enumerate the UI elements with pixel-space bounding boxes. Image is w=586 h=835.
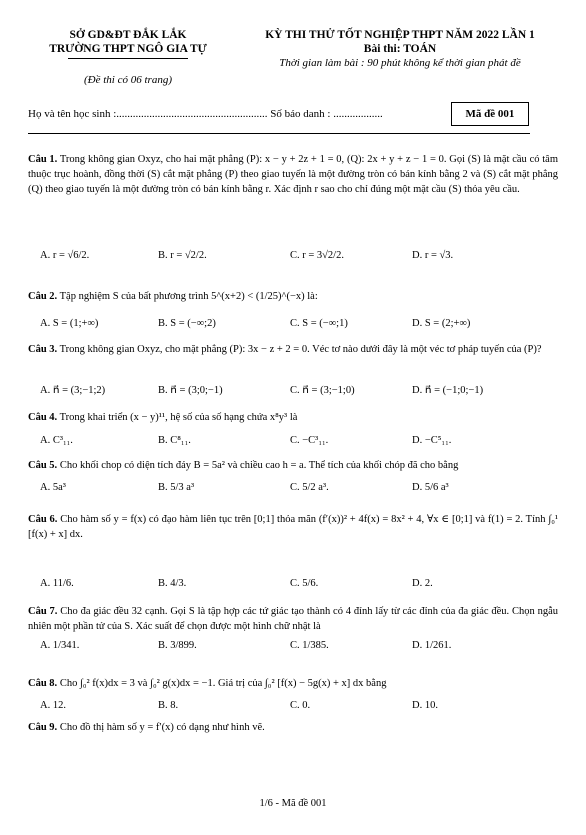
option-c[interactable]: C. S = (−∞;1): [290, 318, 348, 329]
options-5: [40, 482, 560, 500]
exam-code-box: Mã đề 001: [451, 102, 529, 126]
option-b[interactable]: B. 5/3 a³: [158, 482, 195, 493]
option-a[interactable]: A. 5a³: [40, 482, 66, 493]
option-b[interactable]: B. 8.: [158, 700, 179, 711]
question-text: Tập nghiệm S của bất phương trình 5^(x+2) < (1/25)^(−x) là:: [57, 291, 318, 302]
options-2: [40, 318, 560, 336]
question-label: Câu 3.: [28, 344, 58, 355]
question-label: Câu 9.: [28, 722, 58, 733]
option-a[interactable]: A. n⃗ = (3;−1;2): [40, 385, 106, 396]
option-d[interactable]: D. 2.: [412, 578, 433, 589]
option-c[interactable]: C. n⃗ = (3;−1;0): [290, 385, 355, 396]
department-name: SỞ GD&ĐT ĐẮK LẮK: [69, 29, 187, 41]
question-text: Cho khối chop có diện tích đáy B = 5a² và chiều cao h = a. Thể tích của khối chóp đã cho bằng: [57, 460, 459, 471]
pages-note: (Đề thi có 06 trang): [84, 74, 172, 86]
question-9: [28, 720, 558, 735]
time-note: Thời gian làm bài : 90 phút không kể thời gian phát đề: [279, 57, 521, 69]
page-footer: 1/6 - Mã đề 001: [259, 798, 327, 809]
option-b[interactable]: B. 4/3.: [158, 578, 187, 589]
option-a[interactable]: A. 1/341.: [40, 640, 80, 651]
question-text: Trong không gian Oxyz, cho mặt phẳng (P): 3x − z + 2 = 0. Véc tơ nào dưới đây là một véc tơ pháp tuyến của (P)?: [57, 344, 542, 355]
option-b[interactable]: B. n⃗ = (3;0;−1): [158, 385, 223, 396]
option-d[interactable]: D. r = √3.: [412, 250, 454, 261]
question-1: [28, 152, 558, 197]
options-6: [40, 578, 560, 596]
question-label: Câu 6.: [28, 514, 58, 525]
option-d[interactable]: D. −C⁵₁₁.: [412, 435, 452, 446]
question-label: Câu 4.: [28, 412, 58, 423]
option-d[interactable]: D. 5/6 a³: [412, 482, 449, 493]
school-name: TRƯỜNG THPT NGÔ GIA TỰ: [49, 43, 207, 55]
student-name-label: Họ và tên học sinh :.......................................................: [28, 108, 268, 120]
options-4: [40, 435, 560, 453]
option-c[interactable]: C. −C³₁₁.: [290, 435, 329, 446]
option-b[interactable]: B. r = √2/2.: [158, 250, 207, 261]
header-rule: [68, 58, 188, 59]
exam-title: KỲ THI THỬ TỐT NGHIỆP THPT NĂM 2022 LẦN 1: [265, 29, 535, 41]
option-a[interactable]: A. r = √6/2.: [40, 250, 90, 261]
option-d[interactable]: D. S = (2;+∞): [412, 318, 471, 329]
question-6: [28, 512, 558, 542]
option-d[interactable]: D. 1/261.: [412, 640, 452, 651]
question-label: Câu 5.: [28, 460, 58, 471]
student-id-label: Số báo danh : ..................: [270, 108, 383, 120]
option-c[interactable]: C. 5/6.: [290, 578, 319, 589]
header-left: [28, 28, 228, 87]
header-divider: [28, 133, 530, 134]
option-c[interactable]: C. 5/2 a³.: [290, 482, 329, 493]
option-c[interactable]: C. 0.: [290, 700, 311, 711]
question-label: Câu 2.: [28, 291, 58, 302]
option-b[interactable]: B. 3/899.: [158, 640, 197, 651]
question-label: Câu 1.: [28, 154, 58, 165]
question-label: Câu 8.: [28, 678, 58, 689]
question-5: [28, 458, 558, 473]
option-a[interactable]: A. C³₁₁.: [40, 435, 73, 446]
option-b[interactable]: B. C⁸₁₁.: [158, 435, 191, 446]
question-label: Câu 7.: [28, 606, 58, 617]
question-3: [28, 342, 558, 357]
question-text: Cho đa giác đều 32 cạnh. Gọi S là tập hợp các tứ giác tạo thành có 4 đỉnh lấy từ các đỉnh của đa giác đều. Chọn ngẫu nhiên một phần tử của S. Xác suất để chọn được một hình chữ nhật là: [28, 606, 558, 632]
question-text: Cho đồ thị hàm số y = f′(x) có dạng như hình vẽ.: [57, 722, 265, 733]
option-a[interactable]: A. S = (1;+∞): [40, 318, 99, 329]
options-3: [40, 384, 560, 402]
option-a[interactable]: A. 11/6.: [40, 578, 74, 589]
question-4: [28, 410, 558, 425]
options-1: [40, 250, 560, 268]
question-2: [28, 289, 558, 304]
option-a[interactable]: A. 12.: [40, 700, 66, 711]
question-text: Trong khai triển (x − y)¹¹, hệ số của số hạng chứa x⁸y³ là: [57, 412, 298, 423]
question-8: [28, 676, 558, 691]
header-right: [230, 28, 570, 70]
question-text: Cho ∫₀² f(x)dx = 3 và ∫₀² g(x)dx = −1. Giá trị của ∫₀² [f(x) − 5g(x) + x] dx bằng: [57, 678, 387, 689]
question-text: Trong không gian Oxyz, cho hai mặt phẳng (P): x − y + 2z + 1 = 0, (Q): 2x + y + z − 1 = 0. Gọi (S) là mặt cầu có tâm thuộc trục hoành, đồng thời (S) cắt mặt phẳng (P) theo giao tuyến là một đường tròn có bán kính bằng 2 và (S) cắt mặt phẳng (Q) theo giao tuyến là một đường tròn có bán kính bằng r. Xác định r sao cho chỉ đúng một mặt cầu (S) thỏa yêu cầu.: [28, 154, 558, 195]
student-info: [28, 108, 448, 120]
option-d[interactable]: D. n⃗ = (−1;0;−1): [412, 385, 484, 396]
options-7: [40, 640, 560, 658]
option-b[interactable]: B. S = (−∞;2): [158, 318, 216, 329]
question-text: Cho hàm số y = f(x) có đạo hàm liên tục trên [0;1] thỏa mãn (f′(x))² + 4f(x) = 8x² + 4, ∀x ∈ [0;1] và f(1) = 2. Tính ∫₀¹ [f(x) + x] dx.: [28, 514, 558, 540]
option-c[interactable]: C. r = 3√2/2.: [290, 250, 344, 261]
question-7: [28, 604, 558, 634]
option-c[interactable]: C. 1/385.: [290, 640, 329, 651]
exam-subject: Bài thi: TOÁN: [363, 43, 437, 55]
option-d[interactable]: D. 10.: [412, 700, 438, 711]
options-8: [40, 700, 560, 718]
